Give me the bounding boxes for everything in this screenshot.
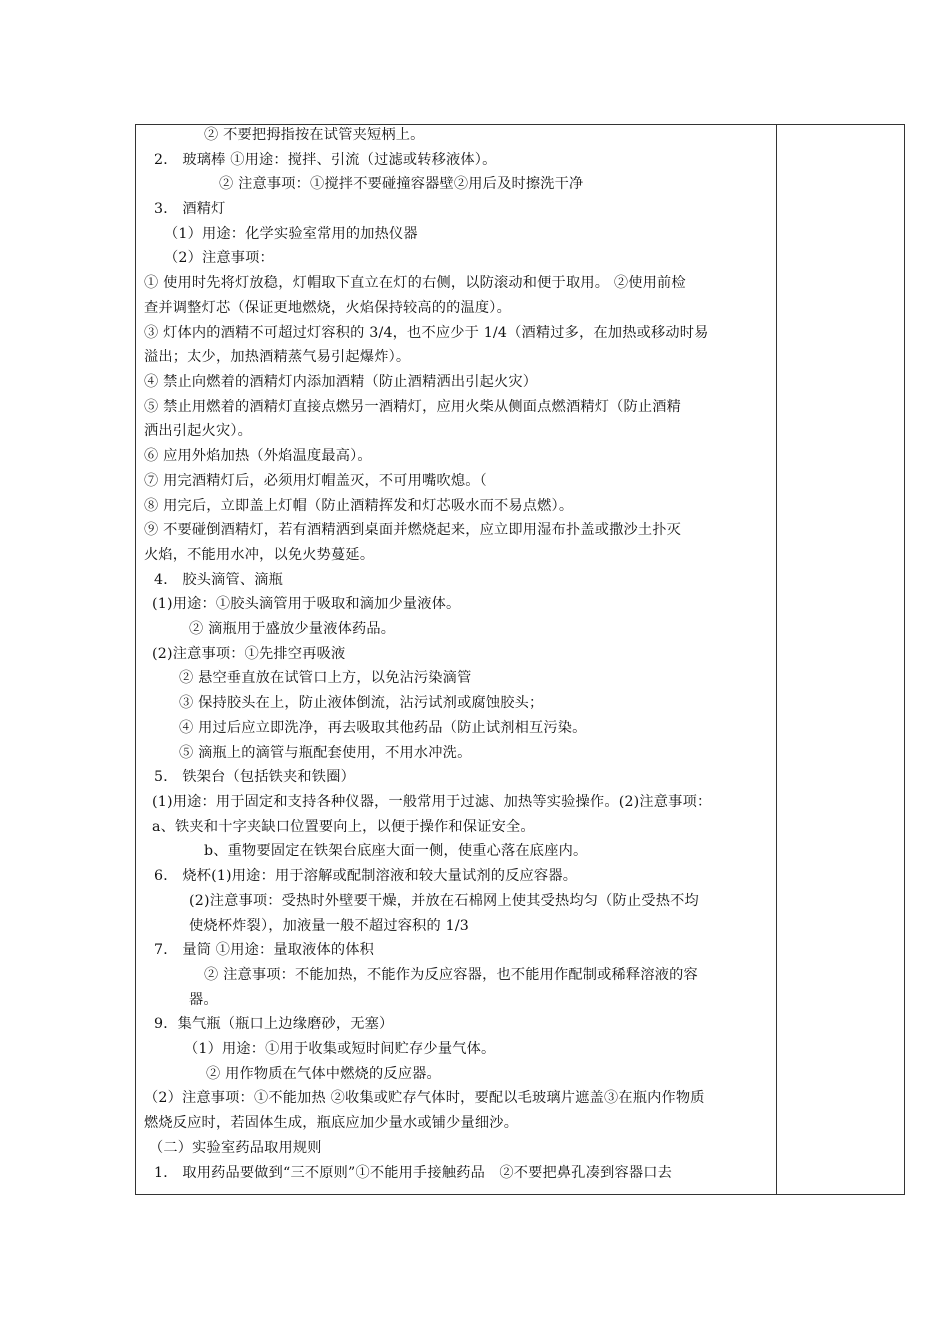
text-line: (2)注意事项：受热时外壁要干燥，并放在石棉网上使其受热均匀（防止受热不均 — [189, 893, 699, 909]
content-table — [135, 124, 905, 1195]
text-line: 燃烧反应时，若固体生成，瓶底应加少量水或铺少量细沙。 — [144, 1115, 519, 1131]
text-line: 4． 胶头滴管、滴瓶 — [154, 572, 284, 588]
text-line: （二）实验室药品取用规则 — [149, 1140, 322, 1156]
text-line: 5． 铁架台（包括铁夹和铁圈） — [154, 769, 355, 785]
text-line: (2)注意事项：①先排空再吸液 — [152, 646, 346, 662]
text-line: 1． 取用药品要做到“三不原则”①不能用手接触药品 ②不要把鼻孔凑到容器口去 — [154, 1165, 673, 1181]
text-line: 6． 烧杯(1)用途：用于溶解或配制溶液和较大量试剂的反应容器。 — [154, 868, 578, 884]
text-line: (1)用途：用于固定和支持各种仪器，一般常用于过滤、加热等实验操作。(2)注意事项： — [152, 794, 712, 810]
text-line: （2）注意事项： — [164, 250, 274, 266]
text-line: ③ 灯体内的酒精不可超过灯容积的 3/4，也不应少于 1/4（酒精过多，在加热或移动时易 — [144, 325, 709, 341]
text-line: ① 使用时先将灯放稳，灯帽取下直立在灯的右侧，以防滚动和便于取用。 ②使用前检 — [144, 275, 686, 291]
text-line: ⑤ 滴瓶上的滴管与瓶配套使用，不用水冲洗。 — [179, 745, 472, 761]
text-line: 洒出引起火灾）。 — [144, 423, 253, 439]
text-line: 3． 酒精灯 — [154, 201, 226, 217]
text-line: 溢出；太少，加热酒精蒸气易引起爆炸）。 — [144, 349, 411, 365]
text-line: ④ 禁止向燃着的酒精灯内添加酒精（防止酒精洒出引起火灾） — [144, 374, 538, 390]
text-line: ⑥ 应用外焰加热（外焰温度最高）。 — [144, 448, 372, 464]
text-line: 7． 量筒 ①用途：量取液体的体积 — [154, 942, 375, 958]
text-line: （2）注意事项：①不能加热 ②收集或贮存气体时，要配以毛玻璃片遮盖③在瓶内作物质 — [144, 1090, 705, 1106]
text-line: （1）用途：①用于收集或短时间贮存少量气体。 — [184, 1041, 496, 1057]
text-line: ② 滴瓶用于盛放少量液体药品。 — [189, 621, 396, 637]
text-line: ② 用作物质在气体中燃烧的反应器。 — [206, 1066, 441, 1082]
text-line: ② 注意事项：不能加热，不能作为反应容器，也不能用作配制或稀释溶液的容 — [204, 967, 698, 983]
text-line: ② 悬空垂直放在试管口上方，以免沾污染滴管 — [179, 670, 472, 686]
text-line: ② 不要把拇指按在试管夹短柄上。 — [204, 127, 425, 143]
text-line: ⑧ 用完后，立即盖上灯帽（防止酒精挥发和灯芯吸水而不易点燃）。 — [144, 498, 574, 514]
text-line: ③ 保持胶头在上，防止液体倒流，沾污试剂或腐蚀胶头； — [179, 695, 544, 711]
text-line: 使烧杯炸裂），加液量一般不超过容积的 1/3 — [189, 918, 470, 934]
text-line: b、重物要固定在铁架台底座大面一侧，使重心落在底座内。 — [204, 843, 588, 859]
text-line: 2． 玻璃棒 ①用途：搅拌、引流（过滤或转移液体）。 — [154, 152, 497, 168]
text-line: a、铁夹和十字夹缺口位置要向上，以便于操作和保证安全。 — [152, 819, 535, 835]
text-line: ④ 用过后应立即洗净，再去吸取其他药品（防止试剂相互污染。 — [179, 720, 587, 736]
text-line: 9．集气瓶（瓶口上边缘磨砂，无塞） — [154, 1016, 394, 1032]
text-line: ⑦ 用完酒精灯后，必须用灯帽盖灭，不可用嘴吹熄。（ — [144, 473, 487, 489]
text-line: 查并调整灯芯（保证更地燃烧，火焰保持较高的的温度）。 — [144, 300, 511, 316]
text-line: 火焰，不能用水冲，以免火势蔓延。 — [144, 547, 375, 563]
text-line: ② 注意事项：①搅拌不要碰撞容器壁②用后及时擦洗干净 — [219, 176, 584, 192]
text-line: 器。 — [189, 992, 218, 1008]
text-line: （1）用途：化学实验室常用的加热仪器 — [164, 226, 418, 242]
text-line: (1)用途：①胶头滴管用于吸取和滴加少量液体。 — [152, 596, 461, 612]
text-line: ⑨ 不要碰倒酒精灯，若有酒精洒到桌面并燃烧起来，应立即用湿布扑盖或撒沙土扑灭 — [144, 522, 682, 538]
text-line: ⑤ 禁止用燃着的酒精灯直接点燃另一酒精灯，应用火柴从侧面点燃酒精灯（防止酒精 — [144, 399, 682, 415]
